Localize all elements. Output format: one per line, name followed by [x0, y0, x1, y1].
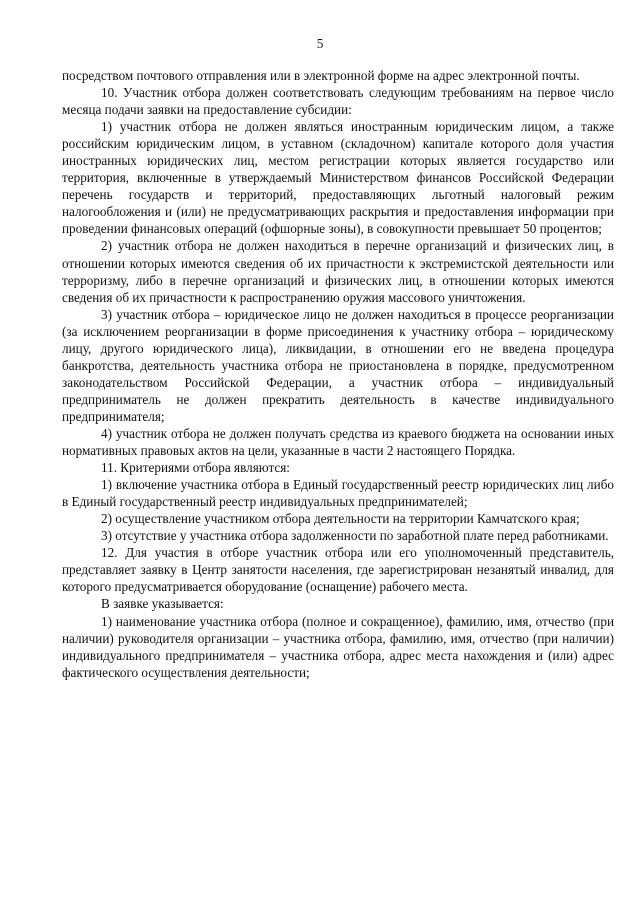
paragraph-application-item-1: 1) наименование участника отбора (полное и сокращенное), фамилию, имя, отчество (при наличии) руководителя организации – участника отбора, фамилию, имя, отчество (при наличии) индивидуального предпринимателя – участника отбора, адрес места нахождения и (или) адрес фактического осуществления деятельности;: [62, 613, 614, 680]
paragraph-clause-10-item-1: 1) участник отбора не должен являться иностранным юридическим лицом, а также российским юридическим лицом, в уставном (складочном) капитале которого доля участия иностранных юридических лиц, местом регистрации которых является государство или территория, включенные в утверждаемый Министерством финансов Российской Федерации перечень государств и территорий, предоставляющих льготный налоговый режим налогообложения и (или) не предусматривающих раскрытия и предоставления информации при проведении финансовых операций (офшорные зоны), в совокупности превышает 50 процентов;: [62, 119, 614, 237]
paragraph-continuation: посредством почтового отправления или в электронной форме на адрес электронной почты.: [62, 68, 580, 83]
paragraph-clause-11-item-3: 3) отсутствие у участника отбора задолженности по заработной плате перед работниками.: [101, 528, 609, 544]
paragraph-clause-10-item-4: 4) участник отбора не должен получать средства из краевого бюджета на основании иных нормативных правовых актов на цели, указанные в части 2 настоящего Порядка.: [62, 425, 614, 459]
page-number: 5: [316, 36, 324, 51]
paragraph-clause-10-item-2: 2) участник отбора не должен находиться в перечне организаций и физических лиц, в отношении которых имеются сведения об их причастности к экстремистской деятельности или терроризму, либо в перечне организаций и физических лиц, в отношении которых имеются сведения об их причастности к распространению оружия массового уничтожения.: [62, 238, 614, 305]
paragraph-clause-11: 11. Критериями отбора являются:: [101, 460, 290, 476]
paragraph-clause-10: 10. Участник отбора должен соответствовать следующим требованиям на первое число месяца подачи заявки на предоставление субсидии:: [62, 85, 614, 118]
paragraph-clause-11-item-2: 2) осуществление участником отбора деятельности на территории Камчатского края;: [101, 511, 580, 527]
paragraph-clause-10-item-3: 3) участник отбора – юридическое лицо не должен находиться в процессе реорганизации (за исключением реорганизации в форме присоединения к участнику отбора – юридическому лицу, другого юридического лица), ликвидации, в отношении его не введена процедура банкротства, деятельность участника отбора не приостановлена в порядке, предусмотренном законодательством Российской Федерации, а участник отбора – индивидуальный предприниматель не должен прекратить деятельность в качестве индивидуального предпринимателя;: [62, 306, 614, 424]
paragraph-application-contents-heading: В заявке указывается:: [101, 596, 224, 612]
paragraph-clause-11-item-1: 1) включение участника отбора в Единый государственный реестр юридических лиц либо в Единый государственный реестр индивидуальных предпринимателей;: [62, 477, 614, 510]
paragraph-clause-12: 12. Для участия в отборе участник отбора или его уполномоченный представитель, представляет заявку в Центр занятости населения, где зарегистрирован незанятый инвалид, для которого предусматривается оборудование (оснащение) рабочего места.: [62, 545, 614, 595]
document-body: [62, 67, 614, 681]
